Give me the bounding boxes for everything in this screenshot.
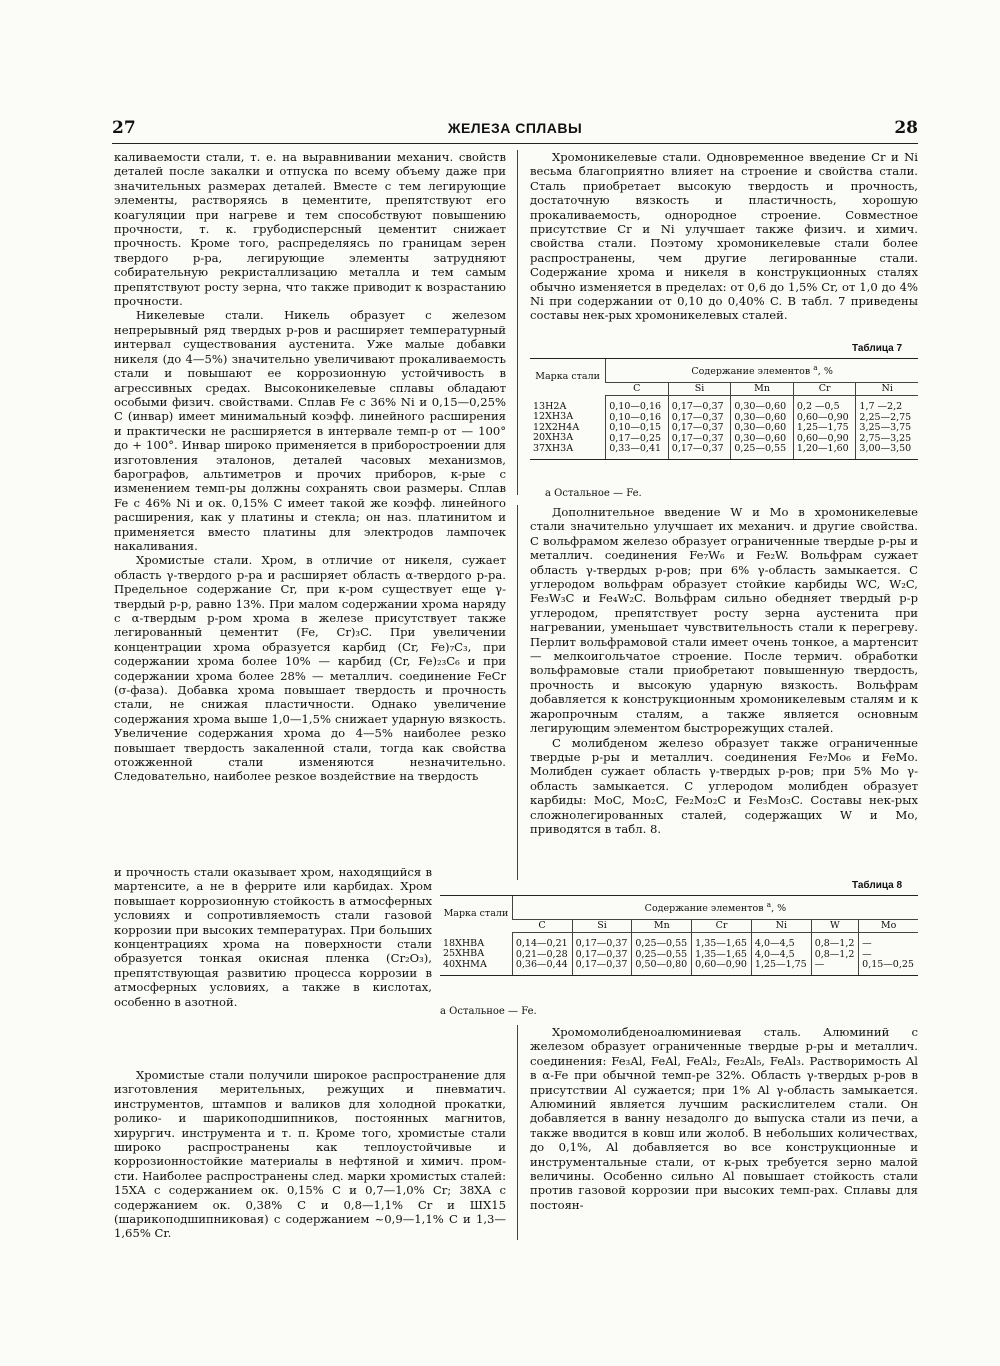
- table-8: [440, 895, 918, 976]
- paragraph: Хромистые стали. Хром, в отличие от никеля, сужает область γ-твердого р-ра и расширяет область α-твердого р-ра. Предельное содержание Cr, при к-ром существует еще γ-твердый р-р, равно 13%. При малом содержании хрома наряду с α-твердым р-ром хрома в железе присутствует также легированный цементит (Fe, Cr)₃C. При увеличении концентрации хрома образуется карбид (Cr, Fe)₇C₃, при содержании хрома более 10% — карбид (Cr, Fe)₂₃C₆ и при содержании хрома более 28% — металлич. соединение FeCr (σ-фаза). Добавка хрома повышает твердость и прочность стали, не снижая пластичности. Однако увеличение содержания хрома выше 1,0—1,5% снижает ударную вязкость. Увеличение содержания хрома до 4—5% наиболее резко повышает твердость закаленной стали, тогда как свойства отожженной стали изменяются незначительно. Следовательно, наиболее резкое воздействие на твердость: [114, 553, 506, 784]
- mark-header: Марка стали: [530, 359, 606, 396]
- column-header: Cr: [793, 382, 856, 396]
- running-title: ЖЕЛЕЗА СПЛАВЫ: [447, 120, 583, 136]
- ni-column-cell: 1,7 —2,2 2,25—2,75 3,25—3,75 2,75—3,25 3,00—3,50: [856, 396, 918, 460]
- paragraph: С молибденом железо образует также ограниченные твердые р-ры и металлич. соединения Fe₇Mo₆ и FeMo. Молибден сужает область γ-твердых р-ров; при 5% Mo γ-область замыкается. С углеродом молибден образует карбиды: MoC, Mo₂C, Fe₂Mo₂C и Fe₃Mo₃C. Составы нек-рых сложнолегированных сталей, содержащих W и Mo, приводятся в табл. 8.: [530, 735, 918, 836]
- cr-column-cell: 1,35—1,65 1,35—1,65 0,60—0,90: [692, 933, 752, 976]
- column-header: Ni: [856, 382, 918, 396]
- cr-column-cell: 0,2 —0,5 0,60—0,90 1,25—1,75 0,60—0,90 1,20—1,60: [793, 396, 856, 460]
- column-header: C: [512, 919, 572, 933]
- column-divider: [517, 505, 518, 880]
- right-column-middle: [530, 505, 918, 836]
- table-7: [530, 358, 918, 460]
- ni-column-cell: 4,0—4,5 4,0—4,5 1,25—1,75: [751, 933, 811, 976]
- left-column-top: [114, 150, 506, 784]
- paragraph: и прочность стали оказывает хром, находящийся в мартенсите, а не в феррите или карбидах. Хром повышает коррозионную стойкость в атмосферных условиях и сопротивляемость стали газовой коррозии при высоких температурах. При больших концентрациях хрома на поверхности стали образуется тонкая окисная пленка (Cr₂O₃), препятствующая развитию процесса коррозии в атмосферных условиях, а также в кислотах, особенно в азотной.: [114, 865, 432, 1009]
- page-header: [112, 118, 918, 140]
- column-header: Mn: [632, 919, 692, 933]
- c-column-cell: 0,10—0,16 0,10—0,16 0,10—0,15 0,17—0,25 0,33—0,41: [606, 396, 669, 460]
- paragraph: Никелевые стали. Никель образует с железом непрерывный ряд твердых р-ров и расширяет температурный интервал существования аустенита. Уже малые добавки никеля (до 4—5%) значительно увеличивают прокаливаемость стали и повышают ее коррозионную устойчивость в агрессивных средах. Высоконикелевые сплавы обладают особыми физич. свойствами. Сплав Fe с 36% Ni и 0,15—0,25% C (инвар) имеет минимальный коэфф. линейного расширения и практически не расширяется в интервале темп-р от — 100° до + 100°. Инвар широко применяется в приборостроении для изготовления эталонов, деталей часовых механизмов, барографов, альтиметров и прочих приборов, к-рые с изменением темп-ры должны сохранять свои размеры. Сплав Fe с 46% Ni и ок. 0,15% C имеет такой же коэфф. линейного расширения, как у платины и стекла; он наз. платинитом и применяется вместо платины для электродов лампочек накаливания.: [114, 308, 506, 553]
- table-row: [530, 396, 918, 460]
- si-column-cell: 0,17—0,37 0,17—0,37 0,17—0,37: [572, 933, 632, 976]
- table-row: [440, 933, 918, 976]
- steel-mark-cell: 18ХНВА 25ХНВА 40ХНМА: [440, 933, 512, 976]
- column-divider: [517, 1025, 518, 1240]
- table-7-caption: Таблица 7: [852, 343, 903, 354]
- si-column-cell: 0,17—0,37 0,17—0,37 0,17—0,37 0,17—0,37 0,17—0,37: [668, 396, 731, 460]
- column-header: C: [606, 382, 669, 396]
- group-header: Содержание элементов $^а$, %: [512, 896, 918, 920]
- paragraph: каливаемости стали, т. е. на выравнивании механич. свойств деталей после закалки и отпуска по всему объему даже при значительных размерах деталей. Вместе с тем легирующие элементы, растворяясь в цементите, препятствуют его коагуляции при нагреве и тем способствуют повышению прочности, т. к. грубодисперсный цементит снижает прочность. Кроме того, распределяясь по границам зерен твердого р-ра, легирующие элементы затрудняют собирательную рекристаллизацию металла и тем самым препятствуют росту зерна, что также приводит к возрастанию прочности.: [114, 150, 506, 309]
- column-header: Mo: [859, 919, 918, 933]
- table-8-caption: Таблица 8: [852, 880, 903, 891]
- paragraph: Хромомолибденоалюминиевая сталь. Алюминий с железом образует ограниченные твердые р-ры и металлич. соединения: Fe₃Al, FeAl, FeAl₂, Fe₂Al₅, FeAl₃. Растворимость Al в α-Fe при обычной темп-ре 32%. Область γ-твердых р-ров в присутствии Al сужается; при 1% Al γ-область замыкается. Алюминий является лучшим раскислителем стали. Он добавляется в ванну незадолго до выпуска стали из печи, а также вводится в ковш или жолоб. В небольших количествах, до 0,1%, Al добавляется во все конструкционные и инструментальные стали, от к-рых требуется зерно малой величины. Особенно сильно Al повышает стойкость стали против газовой коррозии при высоких темп-рах. Сплавы для постоян-: [530, 1025, 918, 1212]
- table-8-footnote: а Остальное — Fe.: [440, 1006, 537, 1017]
- column-header: Si: [668, 382, 731, 396]
- group-header: Содержание элементов $^а$, %: [606, 359, 918, 383]
- page-number-right: 28: [894, 118, 918, 138]
- column-header: Ni: [751, 919, 811, 933]
- paragraph: Хромистые стали получили широкое распространение для изготовления мерительных, режущих и пневматич. инструментов, штампов и валиков для холодной прокатки, ролико- и шарикоподшипников, постоянных магнитов, хирургич. инструмента и т. п. Кроме того, хромистые стали широко распространены как теплоустойчивые и коррозионностойкие материалы в нефтяной и химич. пром-сти. Наиболее распространены след. марки хромистых сталей: 15ХА с содержанием ок. 0,15% C и 0,7—1,0% Cr; 38ХА с содержанием ок. 0,38% C и 0,8—1,1% Cr и ШХ15 (шарикоподшипниковая) с содержанием ~0,9—1,1% C и 1,3—1,65% Cr.: [114, 1068, 506, 1241]
- c-column-cell: 0,14—0,21 0,21—0,28 0,36—0,44: [512, 933, 572, 976]
- paragraph: Дополнительное введение W и Mo в хромоникелевые стали значительно улучшает их механич. и другие свойства. С вольфрамом железо образует ограниченные твердые р-ры и металлич. соединения Fe₇W₆ и Fe₂W. Вольфрам сужает область γ-твердых р-ров; при 6% γ-область замыкается. С углеродом вольфрам образует стойкие карбиды WC, W₂C, Fe₃W₃C и Fe₄W₂C. Вольфрам сильно обедняет твердый р-р углеродом, препятствует росту зерна аустенита при нагревании, уменьшает чувствительность стали к перегреву. Перлит вольфрамовой стали имеет очень тонкое, а мартенсит — мелкоигольчатое строение. После термич. обработки вольфрамовые стали приобретают повышенную твердость, прочность и высокую ударную вязкость. Вольфрам добавляется к конструкционным хромоникелевым сталям и к жаропрочным сталям, а также является основным легирующим элементом быстрорежущих сталей.: [530, 505, 918, 736]
- column-divider: [517, 150, 518, 495]
- mn-column-cell: 0,25—0,55 0,25—0,55 0,50—0,80: [632, 933, 692, 976]
- steel-mark-cell: 13Н2А 12ХН3А 12Х2Н4А 20ХН3А 37ХН3А: [530, 396, 606, 460]
- column-header: Cr: [692, 919, 752, 933]
- w-column-cell: 0,8—1,2 0,8—1,2 —: [811, 933, 858, 976]
- header-rule: [112, 143, 918, 144]
- table-7-footnote: а Остальное — Fe.: [545, 488, 642, 499]
- right-column-top: [530, 150, 918, 323]
- page-number-left: 27: [112, 118, 136, 138]
- column-header: Si: [572, 919, 632, 933]
- mark-header: Марка стали: [440, 896, 512, 933]
- paragraph: Хромоникелевые стали. Одновременное введение Cr и Ni весьма благоприятно влияет на строение и свойства стали. Сталь приобретает высокую твердость и прочность, достаточную вязкость и пластичность, хорошую прокаливаемость, однородное строение. Совместное присутствие Cr и Ni улучшает также физич. и химич. свойства стали. Поэтому хромоникелевые стали более распространены, чем другие легированные стали. Содержание хрома и никеля в конструкционных сталях обычно изменяется в пределах: от 0,6 до 1,5% Cr, от 1,0 до 4% Ni при содержании от 0,10 до 0,40% C. В табл. 7 приведены составы нек-рых хромоникелевых сталей.: [530, 150, 918, 323]
- column-header: Mn: [731, 382, 794, 396]
- mn-column-cell: 0,30—0,60 0,30—0,60 0,30—0,60 0,30—0,60 0,25—0,55: [731, 396, 794, 460]
- left-column-bottom: [114, 1068, 506, 1241]
- right-column-bottom: [530, 1025, 918, 1212]
- column-header: W: [811, 919, 858, 933]
- mo-column-cell: — — 0,15—0,25: [859, 933, 918, 976]
